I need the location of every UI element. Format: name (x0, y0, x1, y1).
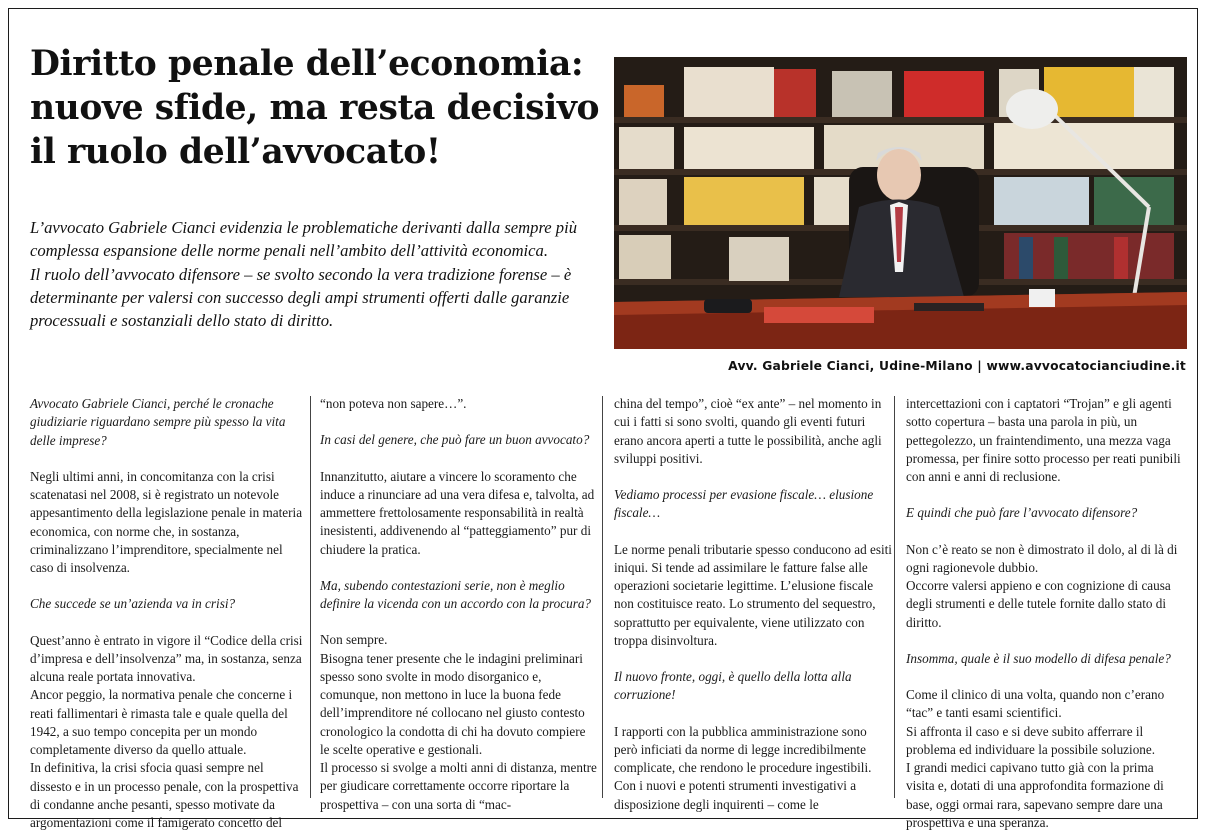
article-intro (30, 216, 610, 332)
column-divider (602, 396, 603, 798)
interview-question: Che succede se un’azienda va in crisi? (30, 595, 308, 613)
text-column-3 (614, 395, 892, 800)
interview-answer: I rapporti con la pubblica amministrazione sono però inficiati da norme di legge incredibilmente complicate, che rendono le procedure ingestibili. Con i nuovi e potenti strumenti investigativi a disposizione degli inquirenti – come le (614, 723, 892, 814)
interview-answer: Non sempre. Bisogna tener presente che le indagini preliminari spesso sono svolte in modo disorganico e, comunque, non mettono in luce la buona fede dell’imprenditore né collocano nel giusto contesto cronologico la condotta di chi ha dovuto compiere le scelte operative e gestionali. Il processo si svolge a molti anni di distanza, mentre per giudicare correttamente occorre riportare la prospettiva – con una sorta di “mac- (320, 631, 598, 814)
interview-answer: Come il clinico di una volta, quando non c’erano “tac” e tanti esami scientifici. Si affronta il caso e si deve subito afferrare il problema ed individuare la possibile soluzione. I grandi medici capivano tutto già con la prima visita e, dotati di una approfondita formazione di base, oggi ormai rara, sapevano sempre dare una prospettiva e una speranza. (906, 686, 1184, 832)
intro-paragraph: L’avvocato Gabriele Cianci evidenzia le problematiche derivanti dalla sempre più complessa espansione delle norme penali nell’ambito dell’attività economica. (30, 216, 610, 263)
column-divider (894, 396, 895, 798)
interview-answer: “non poteva non sapere…”. (320, 395, 598, 413)
interview-answer: china del tempo”, cioè “ex ante” – nel momento in cui i fatti si sono svolti, quando gli eventi futuri erano ancora aperti a tutte le possibilità, anche agli sviluppi positivi. (614, 395, 892, 468)
interview-question: Ma, subendo contestazioni serie, non è meglio definire la vicenda con un accordo con la procura? (320, 577, 598, 614)
column-divider (310, 396, 311, 798)
interview-answer: Quest’anno è entrato in vigore il “Codice della crisi d’impresa e dell’insolvenza” ma, in sostanza, senza alcuna reale portata innovativa. Ancor peggio, la normativa penale che concerne i reati fallimentari è rimasta tale e quale quella del 1942, a suo tempo concepita per un mondo completamente diverso da quello attuale. In definitiva, la crisi sfocia quasi sempre nel dissesto e in un processo penale, con la prospettiva di condanne anche pesanti, spesso motivate da argomentazioni come il famigerato concetto del (30, 632, 308, 832)
text-column-4 (906, 395, 1184, 800)
text-column-1 (30, 395, 308, 800)
intro-paragraph: Il ruolo dell’avvocato difensore – se svolto secondo la vera tradizione forense – è determinante per valersi con successo degli ampi strumenti offerti dalle garanzie processuali e sostanziali dello stato di diritto. (30, 263, 610, 333)
interview-answer: Le norme penali tributarie spesso conducono ad esiti iniqui. Si tende ad assimilare le fatture false alle operazioni societarie legittime. L’elusione fiscale non costituisce reato. Lo strumento del sequestro, soprattutto per equivalente, viene utilizzato con troppa disinvoltura. (614, 541, 892, 651)
interview-answer: intercettazioni con i captatori “Trojan” e gli agenti sotto copertura – basta una parola in più, un pettegolezzo, un fraintendimento, una mezza vaga promessa, per finire sotto processo per reati punibili con anni e anni di reclusione. (906, 395, 1184, 486)
title-line: nuove sfide, ma resta decisivo (30, 88, 599, 128)
photo-caption: Avv. Gabriele Cianci, Udine-Milano | www.avvocatocianciudine.it (728, 359, 1186, 373)
title-line: il ruolo dell’avvocato! (30, 132, 441, 172)
interview-answer: Negli ultimi anni, in concomitanza con la crisi scatenatasi nel 2008, si è registrato un notevole appesantimento della legislazione penale in materia economica, con norme che, in sostanza, criminalizzano l’imprenditore, specialmente nel caso di insolvenza. (30, 468, 308, 578)
interview-question: Vediamo processi per evasione fiscale… elusione fiscale… (614, 486, 892, 523)
interview-question: In casi del genere, che può fare un buon avvocato? (320, 431, 598, 449)
interview-answer: Innanzitutto, aiutare a vincere lo scoramento che induce a rinunciare ad una vera difesa e, talvolta, ad ammettere frettolosamente responsabilità in realtà inesistenti, addivenendo al “patteggiamento” pur di chiudere la pratica. (320, 468, 598, 559)
interview-question: E quindi che può fare l’avvocato difensore? (906, 504, 1184, 522)
interview-question: Il nuovo fronte, oggi, è quello della lotta alla corruzione! (614, 668, 892, 705)
lawyer-office-photo (614, 57, 1187, 349)
interview-answer: Non c’è reato se non è dimostrato il dolo, al di là di ogni ragionevole dubbio. Occorre valersi appieno e con cognizione di causa degli strumenti e delle tutele fornite dallo stato di diritto. (906, 541, 1184, 632)
article-title (30, 42, 600, 174)
interview-question: Insomma, quale è il suo modello di difesa penale? (906, 650, 1184, 668)
interview-question: Avvocato Gabriele Cianci, perché le cronache giudiziarie riguardano sempre più spesso la vita delle imprese? (30, 395, 308, 450)
text-column-2 (320, 395, 598, 800)
title-line: Diritto penale dell’economia: (30, 44, 583, 84)
